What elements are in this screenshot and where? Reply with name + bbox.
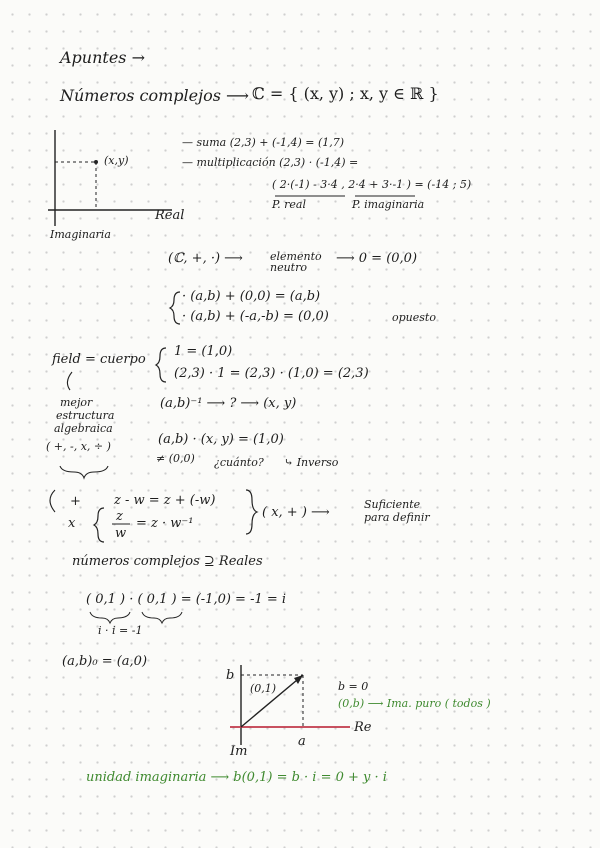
imaginary-unit-note: unidad imaginaria ⟶ b(0,1) = b · i = 0 + y · i: [86, 770, 387, 785]
multiplication-example: — multiplicación (2,3) · (-1,4) =: [182, 156, 359, 169]
graph1-y-axis-label: Imaginaria: [50, 228, 111, 241]
field-desc-2: estructura: [56, 409, 115, 422]
operations-pair: ( x, + ) ⟶: [262, 505, 330, 520]
i-squared-equation: ( 0,1 ) · ( 0,1 ) = (-1,0) = -1 = 𝑖: [86, 592, 287, 607]
graph1-point-label: (x,y): [104, 154, 129, 167]
complex-numbers-heading: Números complejos ⟶: [60, 86, 249, 105]
inverse-label: ⤷ Inverso: [284, 456, 339, 469]
field-operations: ( +, -, x, ÷ ): [46, 440, 111, 453]
sum-neutral-line: · (a,b) + (0,0) = (a,b): [182, 289, 321, 304]
sufficient-label: Suficiente: [364, 498, 421, 511]
graph2-y-axis-label: Im: [230, 744, 248, 759]
unit-definition: 1 = (1,0): [174, 344, 233, 359]
division-denominator: w: [115, 526, 127, 541]
subtraction-definition: z - w = z + (-w): [114, 493, 216, 508]
pure-imaginary-note: (0,b) ⟶ Ima. puro ( todos ): [338, 697, 491, 710]
neutral-element-label: elemento neutro: [270, 250, 322, 274]
real-part-label: P. real: [272, 198, 307, 211]
i-squared-underbrace: 𝑖 · 𝑖 = -1: [98, 624, 143, 637]
field-desc-3: algebraica: [54, 422, 113, 435]
neutral-element-result: ⟶ 0 = (0,0): [336, 251, 418, 266]
unit-example: (2,3) · 1 = (2,3) · (1,0) = (2,3): [174, 366, 369, 381]
times-op: x: [68, 516, 76, 531]
field-desc-1: mejor: [60, 396, 93, 409]
graph2-point-label: (0,1): [250, 682, 277, 695]
division-numerator: z: [116, 509, 123, 524]
multiplication-expansion: ( 2·(-1) - 3·4 , 2·4 + 3·-1 ) = (-14 ; 5): [272, 178, 472, 191]
opposite-label: opuesto: [392, 311, 436, 324]
to-define-label: para definir: [364, 511, 430, 524]
field-label: field = cuerpo: [52, 352, 146, 367]
graph2-x-axis-label: Re: [354, 720, 372, 735]
how-much-label: ¿cuánto?: [214, 456, 264, 469]
inverse-question: (a,b)⁻¹ ⟶ ? ⟶ (x, y): [160, 396, 297, 411]
notes-title: Apuntes →: [60, 48, 146, 67]
graph2-a-label: a: [298, 734, 306, 749]
real-embedding: (a,b)₀ = (a,0): [62, 654, 148, 669]
complex-contains-reals: números complejos ⊇ Reales: [72, 554, 263, 569]
field-structure: (ℂ, +, ·) ⟶: [168, 251, 243, 266]
inverse-equation: (a,b) · (x, y) = (1,0): [158, 432, 284, 447]
graph1-x-axis-label: Real: [155, 208, 185, 223]
imag-part-label: P. imaginaria: [352, 198, 425, 211]
plus-op: +: [70, 494, 81, 509]
sum-example: — suma (2,3) + (-1,4) = (1,7): [182, 136, 345, 149]
complex-set-definition: ℂ = { (x, y) ; x, y ∈ ℝ }: [252, 84, 439, 103]
graph2-b-label: b: [226, 668, 235, 683]
division-definition: = z · w⁻¹: [136, 516, 194, 531]
sum-opposite-line: · (a,b) + (-a,-b) = (0,0): [182, 309, 329, 324]
inverse-not-zero: ≠ (0,0): [156, 452, 195, 465]
b-equals-zero: b = 0: [338, 680, 369, 693]
